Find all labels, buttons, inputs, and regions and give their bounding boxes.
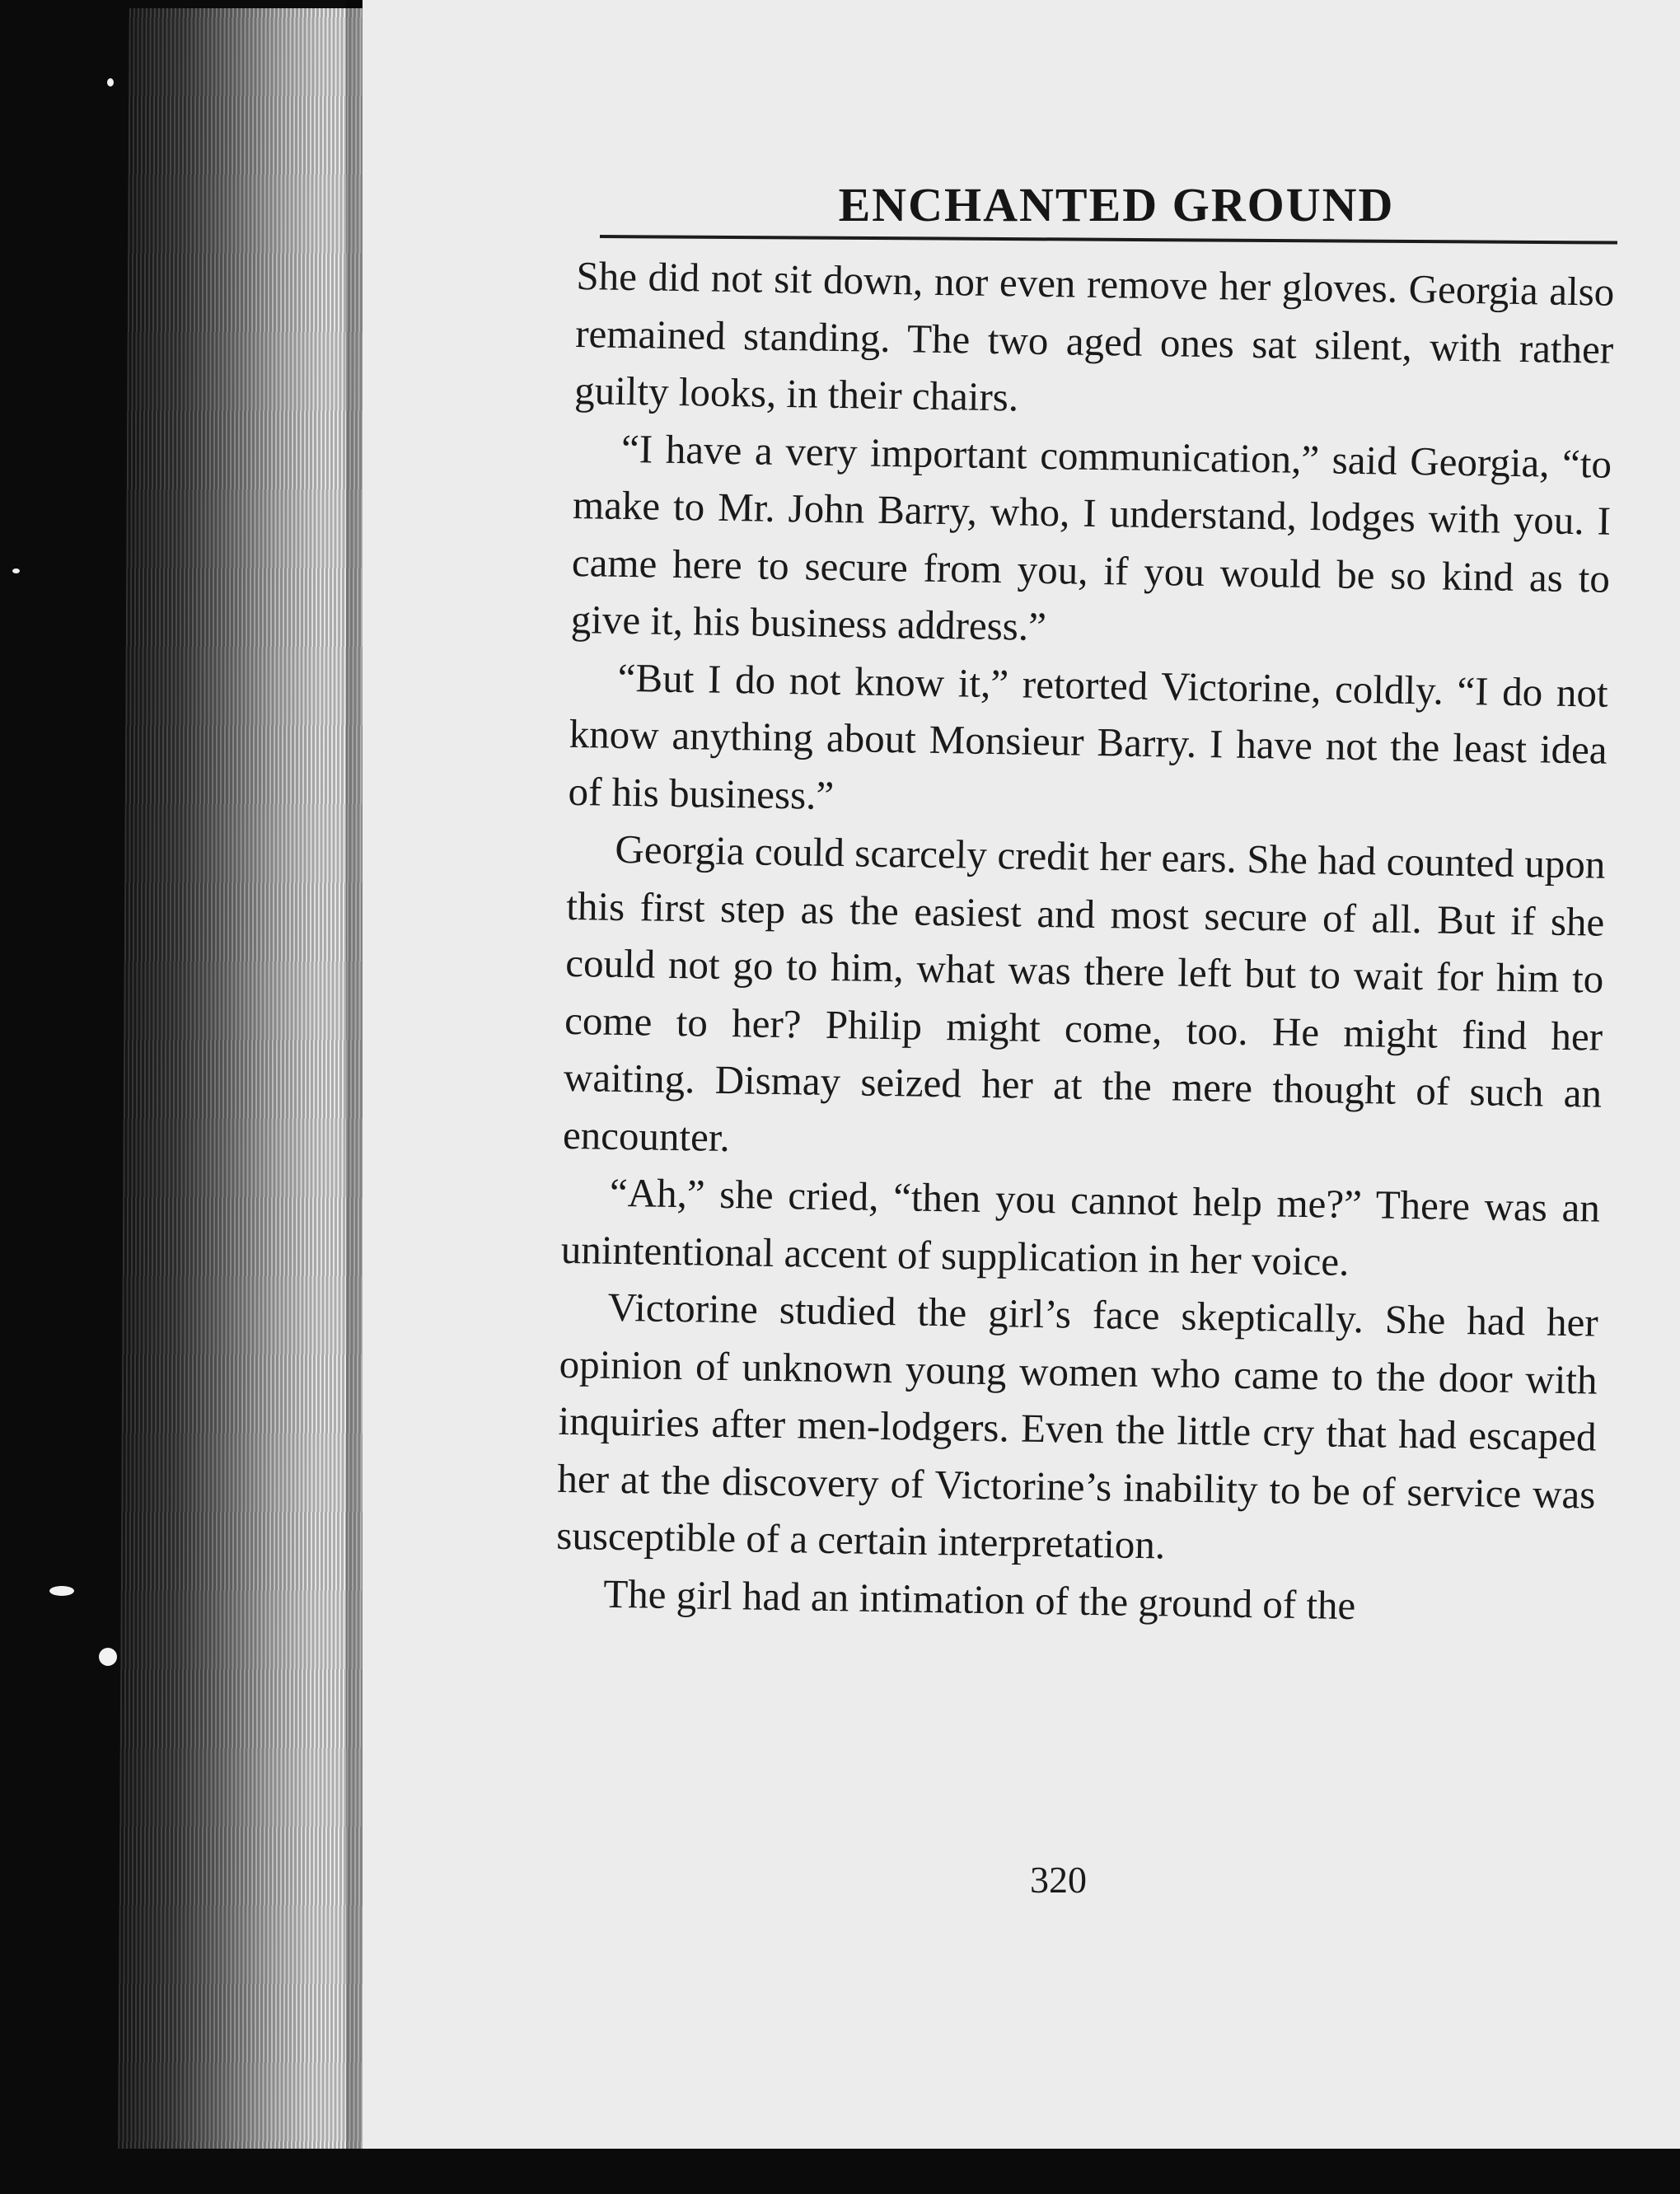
paragraph: “But I do not know it,” retorted Victorine, coldly. “I do not know anything about Monsieur Barry. I have not the least idea of his business.” <box>568 654 1609 818</box>
dust-speck <box>99 1648 117 1666</box>
book-page-edges <box>118 8 377 2150</box>
paragraph: “I have a very important communication,” said Georgia, “to make to Mr. John Barry, who, I understand, lodges with you. I came here to secure from you, if you would be so kind as to give it, his business address.” <box>570 425 1612 650</box>
dust-speck <box>12 568 20 573</box>
paragraph: Victorine studied the girl’s face skeptically. She had her opinion of unknown young women who came to the door with inquiries after men-lodgers. Even the little cry that had escaped her at the discovery of Victorine’s inability to be of service was susceptible of a certain interpretation. <box>556 1284 1599 1568</box>
dust-speck <box>49 1586 74 1596</box>
paragraph: Georgia could scarcely credit her ears. She had counted upon this first step as the easiest and most secure of all. But if she could not go to him, what was there left but to wait for him to come to her? Philip might come, too. He might find her waiting. Dismay seized her at the mere thought of such an encounter. <box>562 826 1606 1160</box>
scan-bottom-border <box>0 2149 1680 2194</box>
paragraph: “Ah,” she cried, “then you cannot help me?” There was an unintentional accent of supplication in her voice. <box>560 1169 1601 1284</box>
paragraph: She did not sit down, nor even remove her gloves. Georgia also remained standing. The two aged ones sat silent, with rather guilty looks, in their chairs. <box>573 252 1615 420</box>
dust-speck <box>107 78 114 87</box>
running-head: ENCHANTED GROUND <box>838 178 1395 232</box>
page-number: 320 <box>1030 1859 1087 1901</box>
body-text <box>555 247 1615 1638</box>
paragraph: The girl had an intimation of the ground of the <box>602 1570 1356 1628</box>
